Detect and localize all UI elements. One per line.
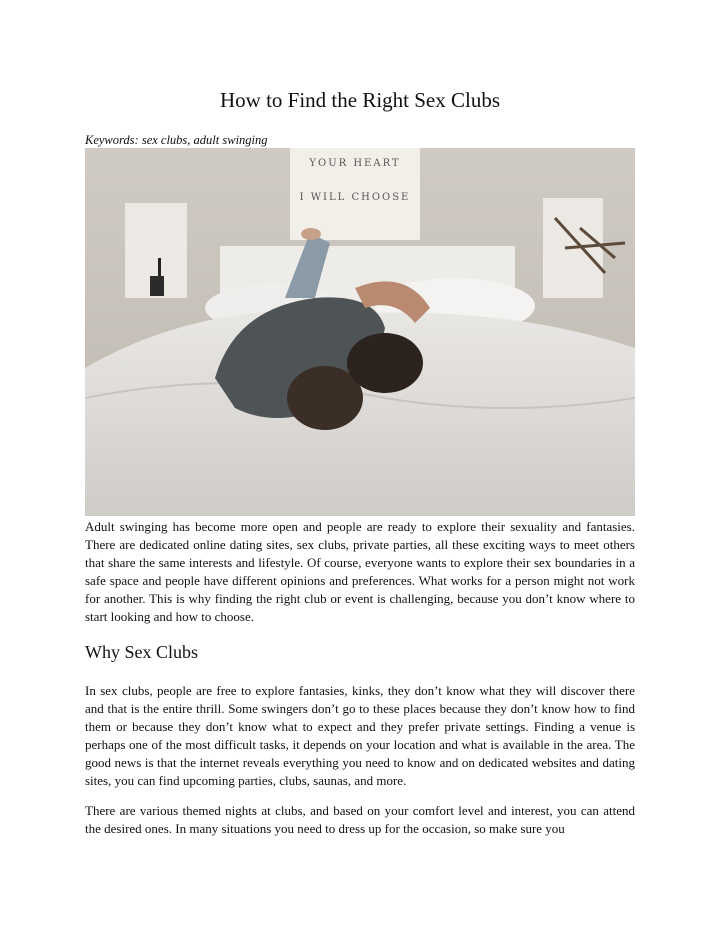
candle-jar [150,276,164,296]
section-heading: Why Sex Clubs [85,642,199,662]
keywords-line: Keywords: sex clubs, adult swinging [85,133,268,147]
page-title: How to Find the Right Sex Clubs [219,88,501,112]
sign-text-2: I WILL CHOOSE [299,192,411,203]
body-paragraph-2: There are various themed nights at clubs, and based on your comfort level and interest, you can attend the desired ones. In many situations you need to dress up for the occasion, so make sure you [85,803,635,836]
person-head-2 [347,333,423,393]
person-foot [301,228,321,240]
sign-text-1: YOUR HEART [309,158,401,169]
shelf-item [158,258,161,276]
photo-illustration [85,148,635,516]
couple-bed-photo [85,148,635,516]
intro-paragraph: Adult swinging has become more open and people are ready to explore their sexuality and fantasies. There are dedicated online dating sites, sex clubs, private parties, all these exciting ways to meet others that share the same interests and lifestyle. Of course, everyone wants to explore their sex boundaries in a safe space and people have different opinions and preferences. What works for a person might not work for another. This is why finding the right club or event is challenging, because you don’t know where to start looking and how to choose. [85,519,635,624]
body-paragraph-1: In sex clubs, people are free to explore fantasies, kinks, they don’t know what they will discover there and that is the entire thrill. Some swingers don’t go to these places because they don’t know how to find them or because they don’t know what to expect and they prefer private settings. Finding a venue is perhaps one of the most difficult tasks, it depends on your location and what is available in the area. The good news is that the internet reveals everything you need to know and on dedicated websites and dating sites, you can find upcoming parties, clubs, saunas, and more. [85,683,635,788]
